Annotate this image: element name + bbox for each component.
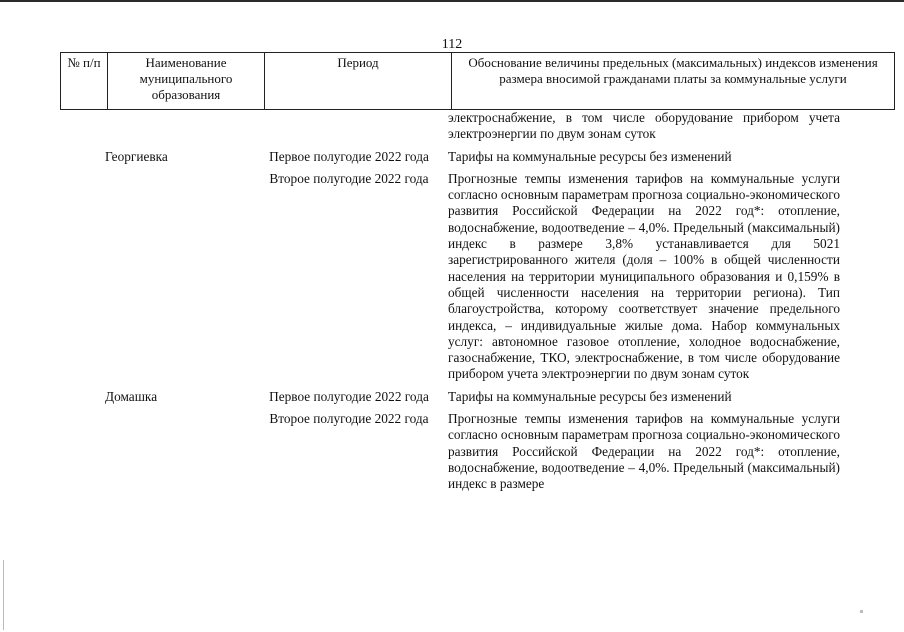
page-number: 112 xyxy=(441,37,463,52)
period-cell: Первое полугодие 2022 года xyxy=(269,148,429,164)
scan-artifact xyxy=(860,610,863,613)
justification-cell: Тарифы на коммунальные ресурсы без изменений xyxy=(448,388,732,404)
justification-cell: Прогнозные темпы изменения тарифов на коммунальные услуги согласно основным параметрам прогноза социально-экономического развития Российской Федерации на 2022 год*: отопление, водоснабжение, водоотведение – 4,0%. Предельный (максимальный) индекс в размере xyxy=(448,411,840,492)
scan-border xyxy=(0,0,904,2)
municipality-name: Домашка xyxy=(105,388,158,404)
justification-cell: Тарифы на коммунальные ресурсы без изменений xyxy=(448,148,732,164)
justification-cell: Прогнозные темпы изменения тарифов на коммунальные услуги согласно основным параметрам прогноза социально-экономического развития Российской Федерации на 2022 год*: отопление, водоснабжение, водоотведение – 4,0%. Предельный (максимальный) индекс в размере 3,8% устанавливается для 5021 зарегистрированного жителя (доля – 100% в общей численности населения на территории муниципального образования и 0,159% в общей численности населения на территории региона). Тип благоустройства, которому соответствует значение предельного индекса, – индивидуальные жилые дома. Набор коммунальных услуг: автономное газовое отопление, холодное водоснабжение, газоснабжение, ТКО, электроснабжение, в том числе оборудование прибором учета электроэнергии по двум зонам суток xyxy=(448,170,840,382)
period-cell: Второе полугодие 2022 года xyxy=(269,411,429,427)
continuation-text: электроснабжение, в том числе оборудование прибором учета электроэнергии по двум зонам суток xyxy=(448,110,840,142)
header-justification: Обоснование величины предельных (максимальных) индексов изменения размера вносимой гражданами платы за коммунальные услуги xyxy=(452,53,895,110)
header-municipality: Наименование муниципального образования xyxy=(108,53,265,110)
table-row xyxy=(60,171,848,383)
scan-artifact xyxy=(3,560,4,630)
header-period: Период xyxy=(265,53,452,110)
period-cell: Второе полугодие 2022 года xyxy=(269,170,429,186)
period-cell: Первое полугодие 2022 года xyxy=(269,388,429,404)
header-num: № п/п xyxy=(61,53,108,110)
table-row xyxy=(60,411,848,492)
continuation-row xyxy=(60,110,848,143)
table-header xyxy=(60,52,895,110)
table-row xyxy=(60,149,848,165)
table-body xyxy=(60,110,848,493)
table-row xyxy=(60,389,848,405)
municipality-name: Георгиевка xyxy=(105,148,168,164)
